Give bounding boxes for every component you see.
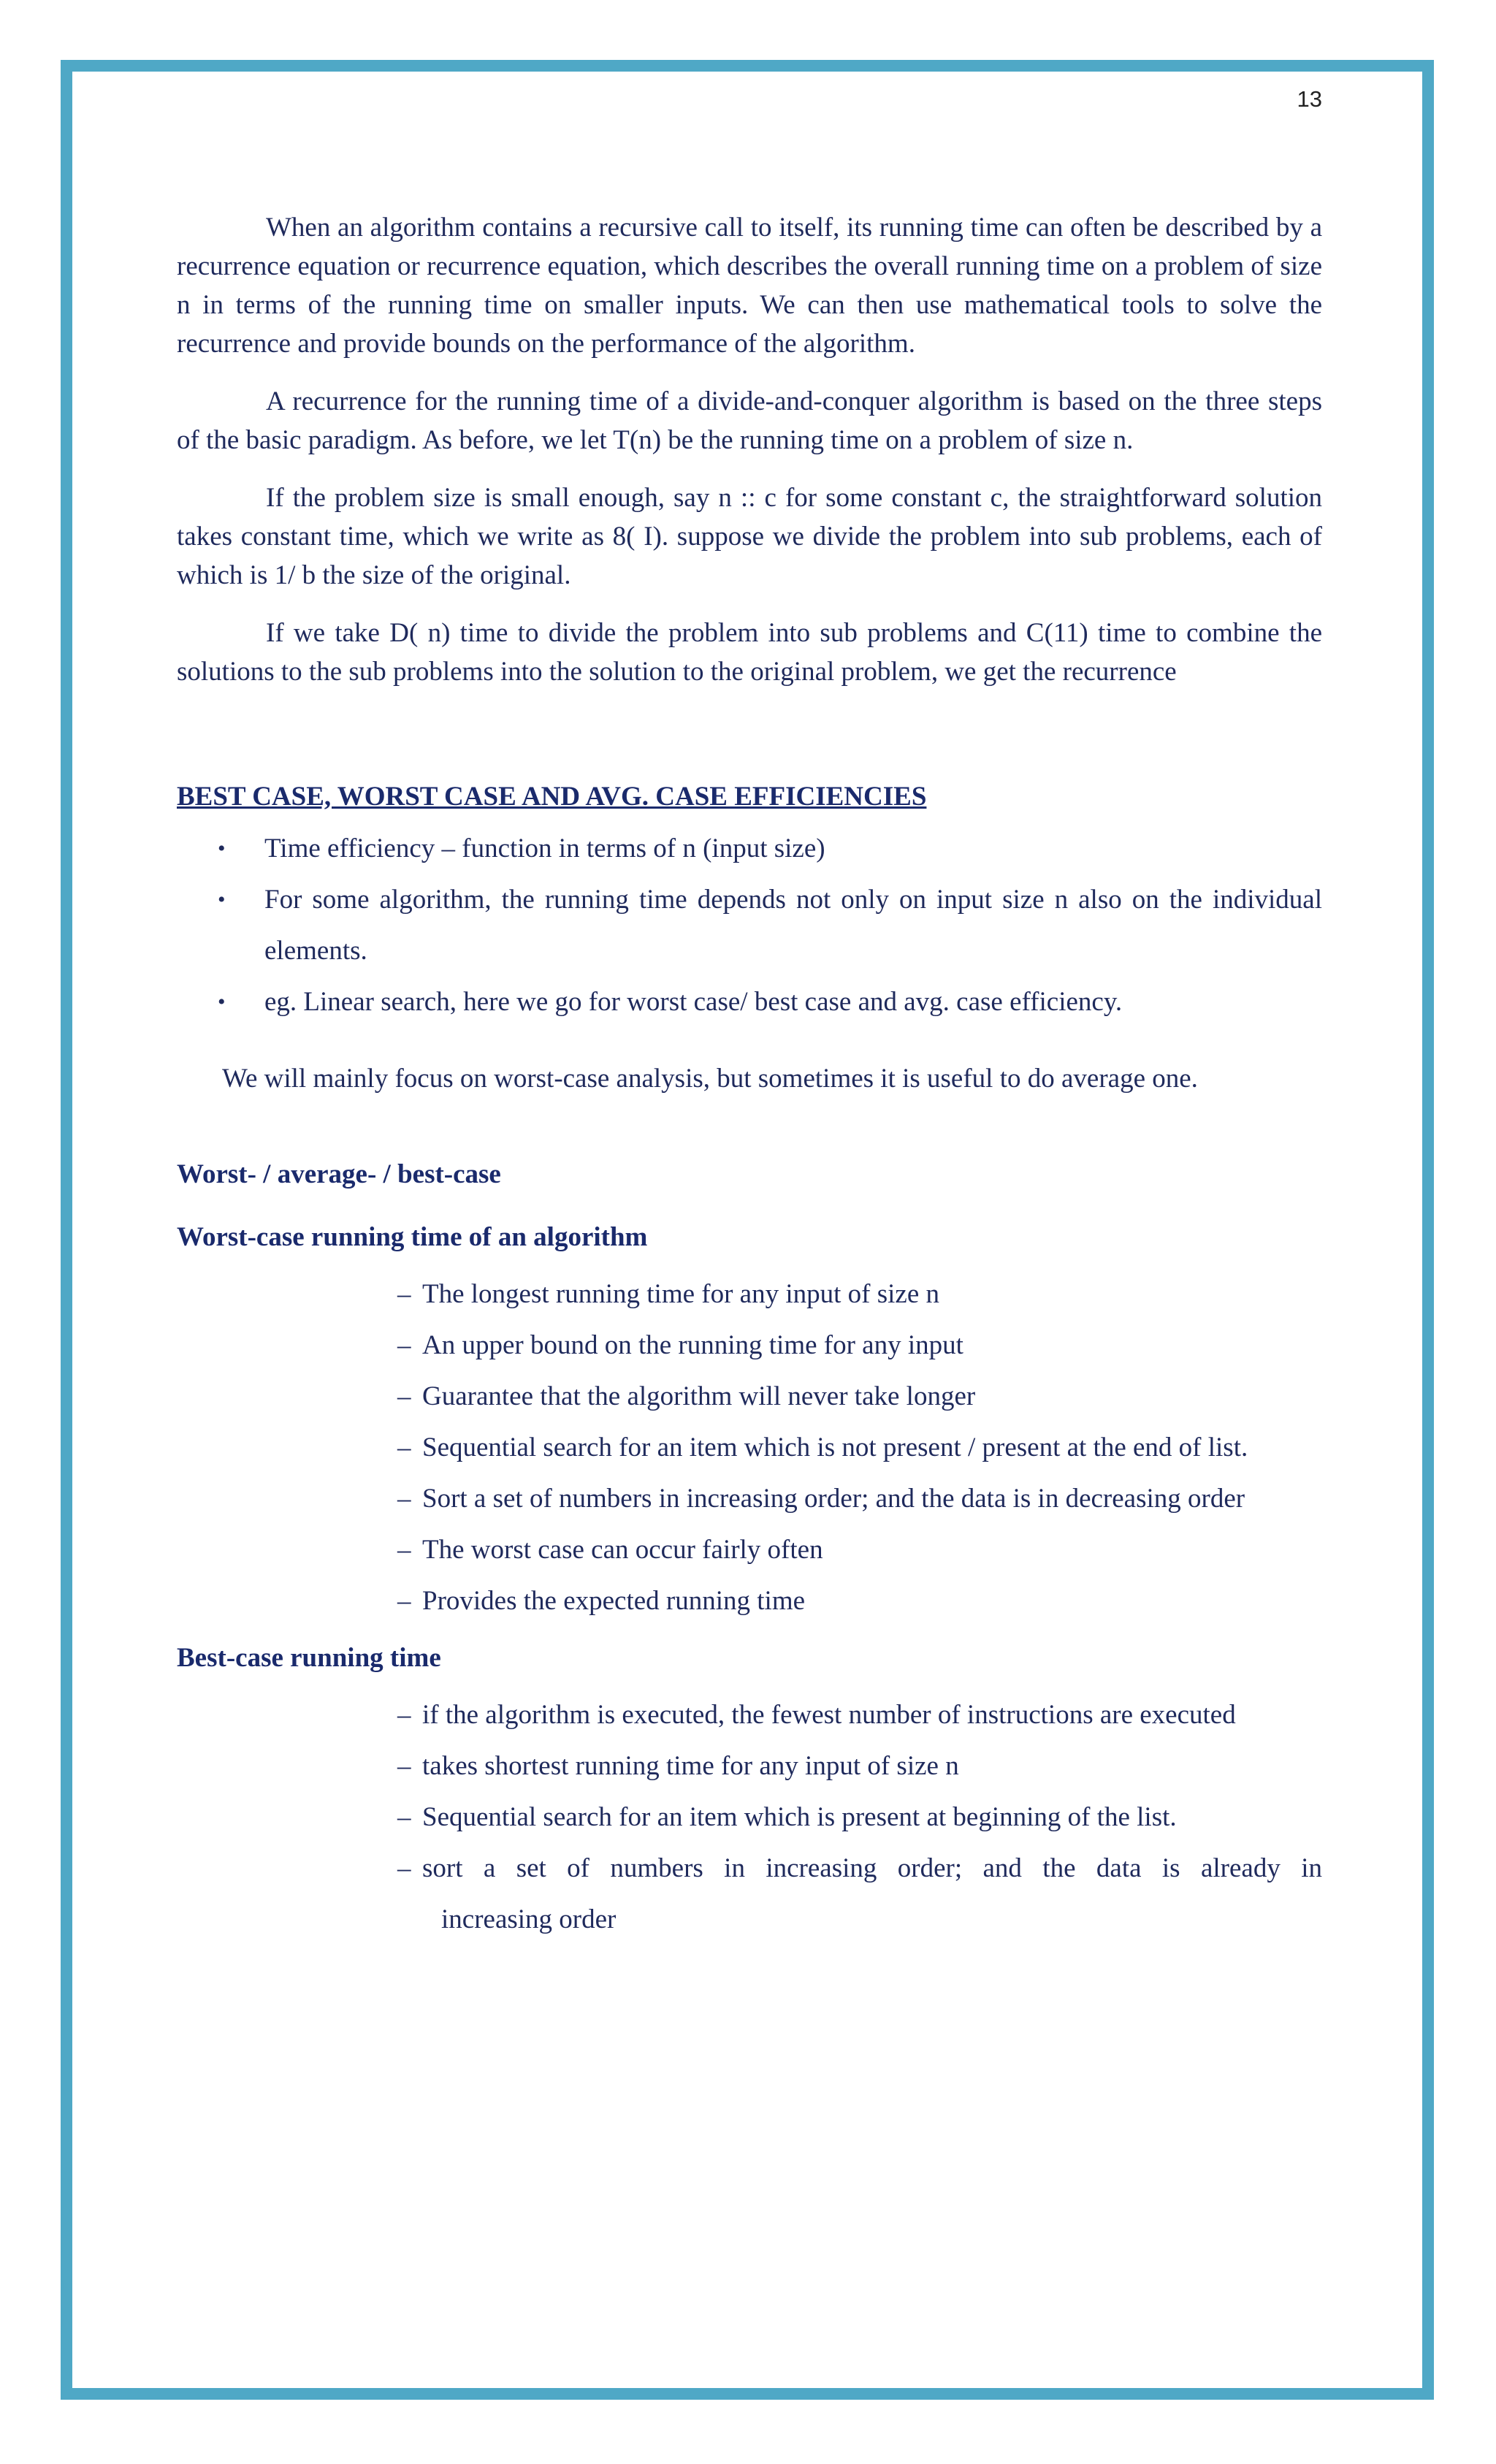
bullet-text: For some algorithm, the running time depends not only on input size n also on the individual elements. xyxy=(264,885,1322,966)
list-item xyxy=(397,1473,1322,1525)
list-item-text: Sort a set of numbers in increasing order; and the data is in decreasing order xyxy=(422,1484,1245,1514)
list-item-text: The worst case can occur fairly often xyxy=(422,1535,823,1565)
paragraph-small-problem: If the problem size is small enough, say n :: c for some constant c, the straightforward solution takes constant time, which we write as 8( I). suppose we divide the problem into sub problems, each of which is 1/ b the size of the original. xyxy=(177,483,1322,590)
paragraph-recurrence: If we take D( n) time to divide the problem into sub problems and C(11) time to combine the solutions to the sub problems into the solution to the original problem, we get the recurrence xyxy=(177,618,1322,687)
best-case-list xyxy=(397,1690,1322,1945)
list-item xyxy=(397,1690,1322,1741)
dash-icon: – xyxy=(397,1484,411,1514)
list-item-text: Guarantee that the algorithm will never take longer xyxy=(422,1381,976,1411)
list-item-text: Sequential search for an item which is present at beginning of the list. xyxy=(422,1802,1177,1832)
dash-icon: – xyxy=(397,1279,411,1309)
best-case-heading: Best-case running time xyxy=(177,1643,441,1673)
bullet-item xyxy=(177,823,1322,874)
bullet-item xyxy=(177,874,1322,977)
bullet-item xyxy=(177,977,1322,1028)
list-item-text-continued: increasing order xyxy=(441,1904,617,1934)
list-item-text: An upper bound on the running time for any input xyxy=(422,1330,963,1360)
list-item-text: Sequential search for an item which is not present / present at the end of list. xyxy=(422,1433,1248,1462)
dash-icon: – xyxy=(397,1586,411,1616)
list-item xyxy=(397,1792,1322,1843)
paragraph-recursion: When an algorithm contains a recursive call to itself, its running time can often be described by a recurrence equation or recurrence equation, which describes the overall running time on a problem of size n in terms of the running time on smaller inputs. We can then use mathematical tools to solve the recurrence and provide bounds on the performance of the algorithm. xyxy=(177,213,1322,359)
dash-icon: – xyxy=(397,1433,411,1462)
worst-case-heading: Worst-case running time of an algorithm xyxy=(177,1222,648,1252)
bullet-text: Time efficiency – function in terms of n (input size) xyxy=(264,834,825,863)
efficiency-bullet-list xyxy=(177,823,1322,1028)
paragraph-divide-and-conquer: A recurrence for the running time of a divide-and-conquer algorithm is based on the three steps of the basic paradigm. As before, we let T(n) be the running time on a problem of size n. xyxy=(177,386,1322,455)
dash-icon: – xyxy=(397,1853,411,1883)
bullet-icon: • xyxy=(218,836,226,861)
bullet-icon: • xyxy=(218,888,226,912)
worst-case-list xyxy=(397,1269,1322,1627)
list-item-text: The longest running time for any input of size n xyxy=(422,1279,939,1309)
list-item xyxy=(397,1422,1322,1473)
page-number: 13 xyxy=(1297,86,1322,112)
section-heading: BEST CASE, WORST CASE AND AVG. CASE EFFICIENCIES xyxy=(177,782,927,812)
dash-icon: – xyxy=(397,1802,411,1832)
list-item-text: if the algorithm is executed, the fewest number of instructions are executed xyxy=(422,1700,1236,1730)
dash-icon: – xyxy=(397,1381,411,1411)
list-item xyxy=(397,1576,1322,1627)
bullet-text: eg. Linear search, here we go for worst case/ best case and avg. case efficiency. xyxy=(264,987,1123,1017)
dash-icon: – xyxy=(397,1330,411,1360)
list-item-text: Provides the expected running time xyxy=(422,1586,806,1616)
page-content xyxy=(177,208,1322,1945)
dash-icon: – xyxy=(397,1535,411,1565)
cases-subheading: Worst- / average- / best-case xyxy=(177,1159,501,1189)
list-item xyxy=(397,1843,1322,1945)
dash-icon: – xyxy=(397,1700,411,1730)
list-item xyxy=(397,1741,1322,1792)
dash-icon: – xyxy=(397,1751,411,1781)
focus-note: We will mainly focus on worst-case analysis, but sometimes it is useful to do average one. xyxy=(222,1064,1198,1094)
bullet-icon: • xyxy=(218,990,226,1014)
list-item xyxy=(397,1320,1322,1371)
list-item xyxy=(397,1269,1322,1320)
list-item xyxy=(397,1371,1322,1422)
list-item xyxy=(397,1525,1322,1576)
list-item-text: takes shortest running time for any input of size n xyxy=(422,1751,959,1781)
list-item-text: sort a set of numbers in increasing order; and the data is already in xyxy=(422,1853,1322,1883)
